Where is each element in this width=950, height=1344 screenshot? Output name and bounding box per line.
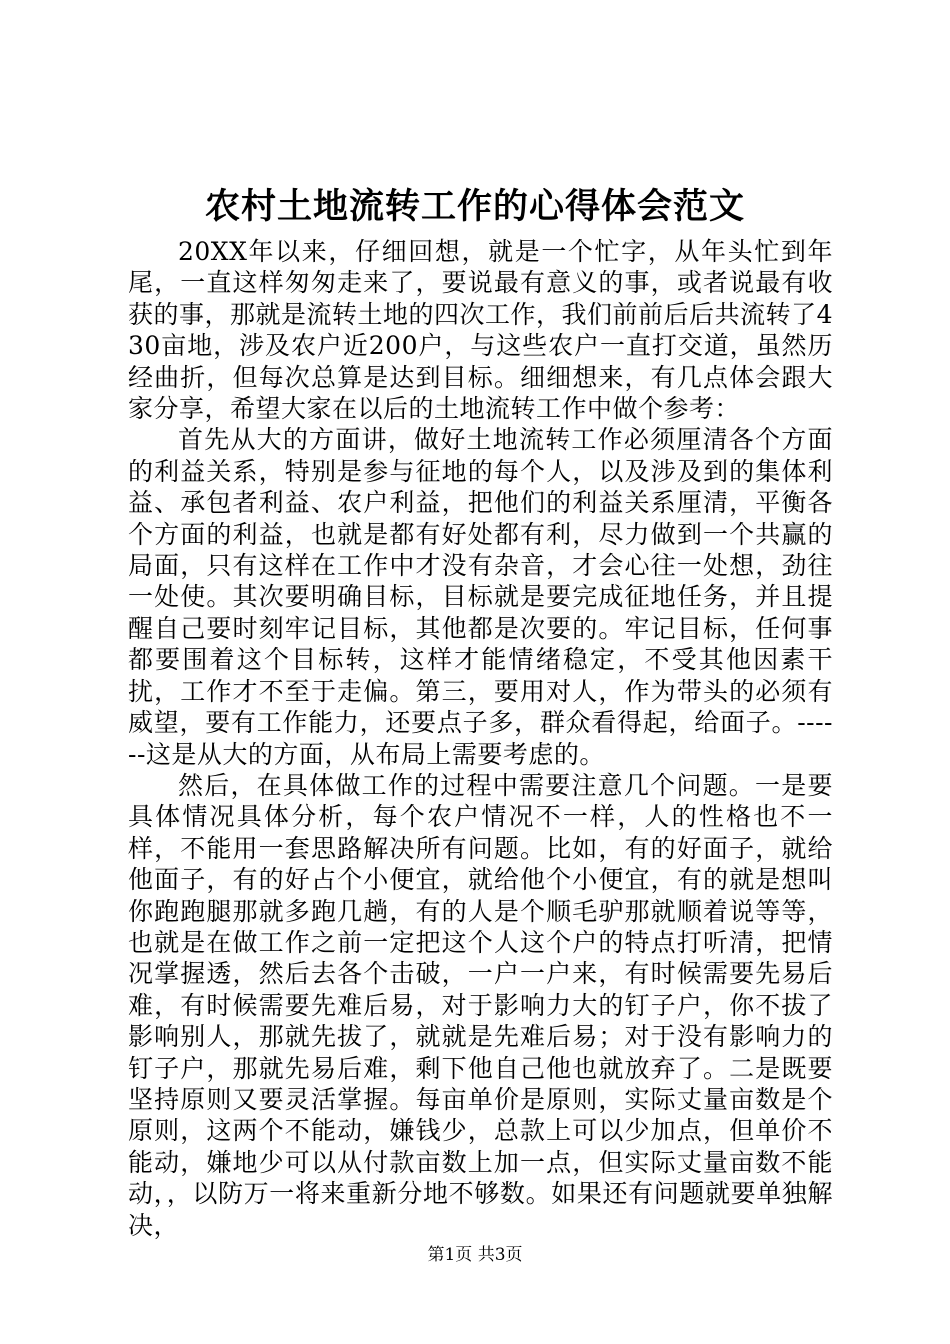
paragraph: 然后，在具体做工作的过程中需要注意几个问题。一是要具体情况具体分析，每个农户情况不一样，人的性格也不一样，不能用一套思路解决所有问题。比如，有的好面子，就给他面子，有的好占个小便宜，就给他个小便宜，有的就是想叫你跑跑腿那就多跑几趟，有的人是个顺毛驴那就顺着说等等，也就是在做工作之前一定把这个人这个户的特点打听清，把情况掌握透，然后去各个击破，一户一户来，有时候需要先易后难，有时候需要先难后易，对于影响力大的钉子户，你不拔了影响别人，那就先拔了，就就是先难后易；对于没有影响力的钉子户，那就先易后难，剩下他自己他也就放弃了。二是既要坚持原则又要灵活掌握。每亩单价是原则，实际丈量亩数是个原则，这两个不能动，嫌钱少，总款上可以少加点，但单价不能动，嫌地少可以从付款亩数上加一点，但实际丈量亩数不能动，，以防万一将来重新分地不够数。如果还有问题就要单独解决， (128, 770, 833, 1240)
paragraph: 20XX年以来，仔细回想，就是一个忙字，从年头忙到年尾，一直这样匆匆走来了，要说最有意义的事，或者说最有收获的事，那就是流转土地的四次工作，我们前前后后共流转了430亩地，涉及农户近200户，与这些农户一直打交道，虽然历经曲折，但每次总算是达到目标。细细想来，有几点体会跟大家分享，希望大家在以后的土地流转工作中做个参考： (128, 237, 833, 424)
document-title: 农村土地流转工作的心得体会范文 (204, 186, 745, 227)
page-footer: 第1页 共3页 (427, 1245, 523, 1265)
document-body (128, 236, 833, 1241)
paragraph: 首先从大的方面讲，做好土地流转工作必须厘清各个方面的利益关系，特别是参与征地的每个人，以及涉及到的集体利益、承包者利益、农户利益，把他们的利益关系厘清，平衡各个方面的利益，也就是都有好处都有利，尽力做到一个共赢的局面，只有这样在工作中才没有杂音，才会心往一处想，劲往一处使。其次要明确目标，目标就是要完成征地任务，并且提醒自己要时刻牢记目标，其他都是次要的。牢记目标，任何事都要围着这个目标转，这样才能情绪稳定，不受其他因素干扰，工作才不至于走偏。第三，要用对人，作为带头的必须有威望，要有工作能力，还要点子多，群众看得起，给面子。------这是从大的方面，从布局上需要考虑的。 (128, 425, 833, 769)
